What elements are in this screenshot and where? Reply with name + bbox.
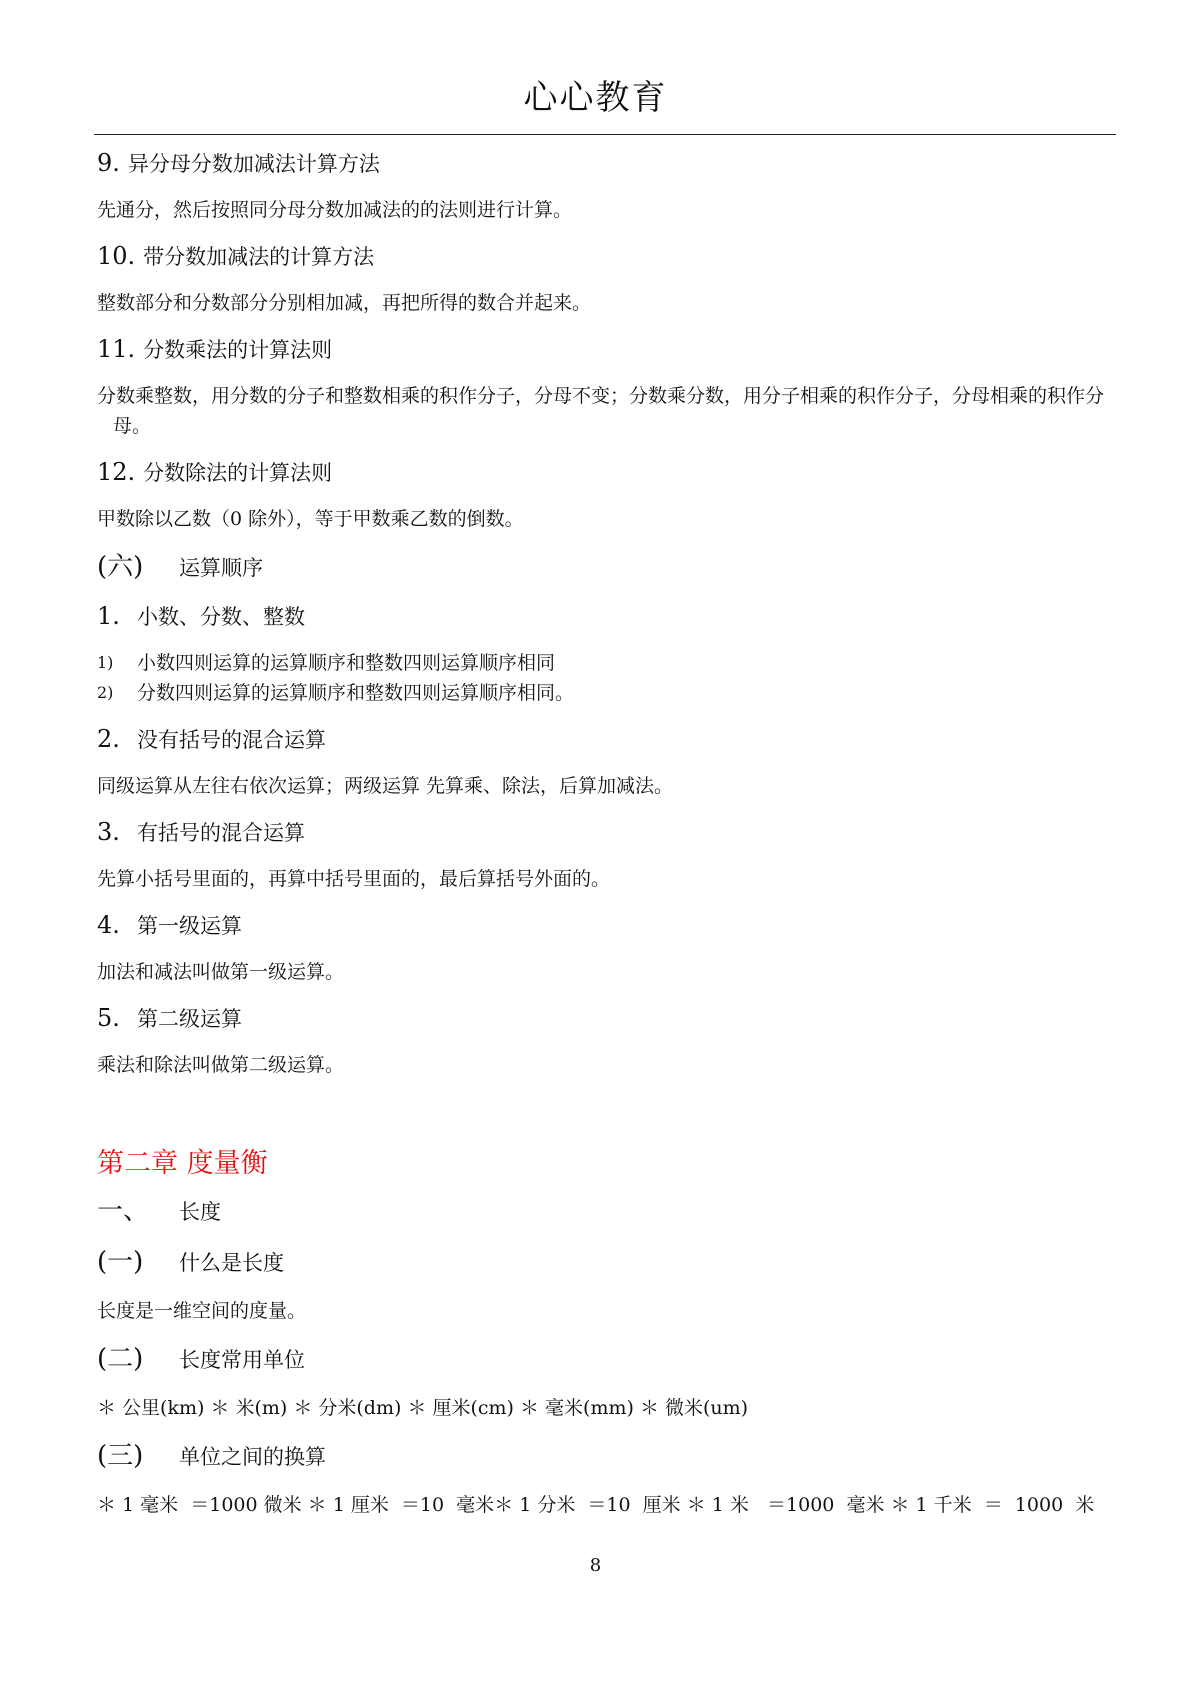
section-title: 什么是长度 xyxy=(179,1251,284,1275)
paragraph: 甲数除以乙数（0 除外），等于甲数乘乙数的倒数。 xyxy=(97,508,524,530)
list-item xyxy=(97,648,1119,678)
paragraph: 同级运算从左往右依次运算；两级运算 先算乘、除法，后算加减法。 xyxy=(97,775,674,797)
heading-number: 11. xyxy=(97,335,136,363)
paragraph: 先通分，然后按照同分母分数加减法的的法则进行计算。 xyxy=(97,199,573,221)
paragraph: 分数乘整数，用分数的分子和整数相乘的积作分子，分母不变；分数乘分数，用分子相乘的积作分子，分母相乘的积作分母。 xyxy=(97,385,1105,437)
paragraph: 加法和减法叫做第一级运算。 xyxy=(97,961,345,983)
heading-number: 1. xyxy=(97,602,120,630)
section-title: 长度 xyxy=(179,1200,221,1224)
heading-1 xyxy=(97,601,1119,632)
list-number: 2) xyxy=(97,683,114,702)
page-header-title: 心心教育 xyxy=(523,78,668,118)
heading-5 xyxy=(97,1003,1119,1034)
heading-title: 小数、分数、整数 xyxy=(137,605,305,629)
heading-title: 有括号的混合运算 xyxy=(137,821,305,845)
heading-number: 12. xyxy=(97,458,136,486)
section-title: 运算顺序 xyxy=(179,556,263,580)
section-heading-length-units xyxy=(97,1342,1119,1377)
heading-number: 3. xyxy=(97,818,120,846)
heading-title: 第一级运算 xyxy=(137,914,242,938)
section-title: 单位之间的换算 xyxy=(179,1445,326,1469)
document-body xyxy=(97,148,1119,1536)
heading-2 xyxy=(97,724,1119,755)
list-text: 分数四则运算的运算顺序和整数四则运算顺序相同。 xyxy=(137,682,575,704)
chapter-title: 第二章 度量衡 xyxy=(97,1148,268,1179)
list-text: 小数四则运算的运算顺序和整数四则运算顺序相同 xyxy=(137,652,556,674)
heading-3 xyxy=(97,817,1119,848)
section-number: (一) xyxy=(97,1247,144,1277)
section-heading-unit-conversion xyxy=(97,1439,1119,1474)
heading-12 xyxy=(97,457,1119,488)
spacer xyxy=(97,1096,1119,1144)
heading-11 xyxy=(97,334,1119,365)
heading-number: 4. xyxy=(97,911,120,939)
heading-title: 异分母分数加减法计算方法 xyxy=(127,152,380,176)
heading-number: 10. xyxy=(97,242,136,270)
section-number: (三) xyxy=(97,1441,144,1471)
paragraph: 整数部分和分数部分分别相加减，再把所得的数合并起来。 xyxy=(97,292,592,314)
heading-title: 分数除法的计算法则 xyxy=(143,461,333,485)
section-heading-length xyxy=(97,1194,1119,1229)
list-number: 1) xyxy=(97,653,114,672)
section-number: 一、 xyxy=(97,1196,150,1226)
paragraph-units: ＊ 公里(km) ＊ 米(m) ＊ 分米(dm) ＊ 厘米(cm) ＊ 毫米(mm) ＊ 微米(um) xyxy=(97,1397,749,1419)
paragraph: 先算小括号里面的，再算中括号里面的，最后算括号外面的。 xyxy=(97,868,611,890)
section-number: (六) xyxy=(97,552,144,582)
paragraph: 乘法和除法叫做第二级运算。 xyxy=(97,1054,345,1076)
list-item xyxy=(97,678,1119,708)
paragraph-conversions: ＊ 1 毫米 ＝1000 微米 ＊ 1 厘米 ＝10 毫米＊ 1 分米 ＝10 厘米 ＊ 1 米 ＝1000 毫米 ＊ 1 千米 ＝ 1000 米 xyxy=(97,1494,1095,1516)
heading-9 xyxy=(97,148,1119,179)
section-title: 长度常用单位 xyxy=(179,1348,305,1372)
heading-title: 分数乘法的计算法则 xyxy=(143,338,333,362)
page-number: 8 xyxy=(589,1555,602,1576)
heading-number: 2. xyxy=(97,725,120,753)
heading-number: 9. xyxy=(97,149,120,177)
heading-title: 带分数加减法的计算方法 xyxy=(143,245,375,269)
section-number: (二) xyxy=(97,1344,144,1374)
heading-10 xyxy=(97,241,1119,272)
paragraph: 长度是一维空间的度量。 xyxy=(97,1300,307,1322)
heading-title: 没有括号的混合运算 xyxy=(137,728,326,752)
heading-title: 第二级运算 xyxy=(137,1007,242,1031)
heading-number: 5. xyxy=(97,1004,120,1032)
section-heading-operation-order xyxy=(97,550,1119,585)
heading-4 xyxy=(97,910,1119,941)
section-heading-what-is-length xyxy=(97,1245,1119,1280)
header-divider xyxy=(94,134,1116,135)
